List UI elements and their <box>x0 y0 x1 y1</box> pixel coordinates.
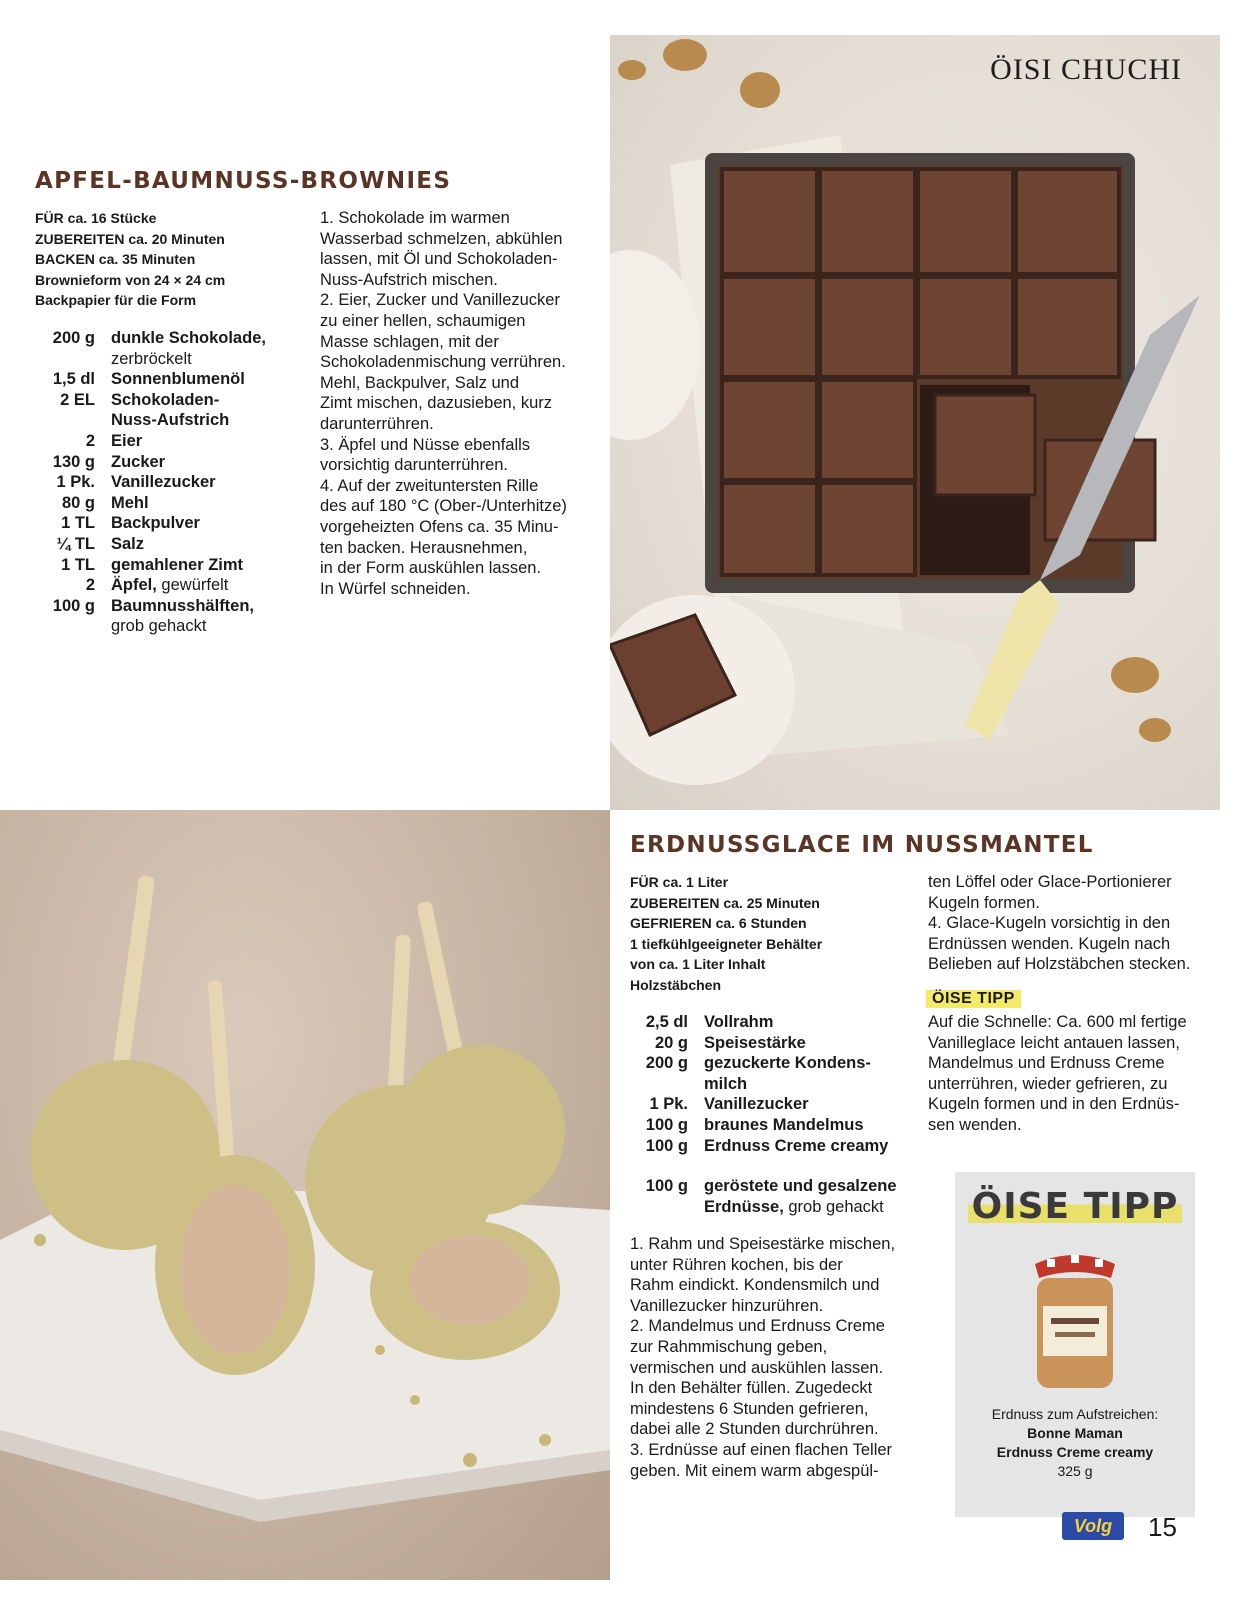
brownie-meta <box>35 208 225 311</box>
tipp-text: Auf die Schnelle: Ca. 600 ml fertige Vanilleglace leicht antauen lassen, Mandelmus und Erdnuss Creme unterrühren, wieder gefrieren, zu Kugeln formen und in den Erdnüs- sen wenden. <box>928 1013 1187 1134</box>
glace-illustration <box>0 810 610 1580</box>
glace-ingredients <box>640 1012 897 1217</box>
ingredient-row: 100 g Erdnuss Creme creamy <box>645 1136 889 1155</box>
ingredient-row: 1,5 dl Sonnenblumenöl <box>52 370 245 389</box>
ingredient-row: 200 g dunkle Schokolade, <box>52 329 266 347</box>
glace-photo <box>0 810 610 1580</box>
ingredient-row: zerbröckelt <box>111 349 192 368</box>
meta-line: von ca. 1 Liter Inhalt <box>630 956 766 973</box>
ingredient-row: 1 Pk. Vanillezucker <box>56 473 216 492</box>
ingredient-row: 100 g geröstete und gesalzene <box>645 1177 897 1196</box>
product-tipp-heading: ÖISE TIPP <box>955 1186 1195 1227</box>
ingredient-row: 200 g gezuckerte Kondens- <box>645 1054 871 1073</box>
meta-line: Backpapier für die Form <box>35 292 197 309</box>
jar-icon <box>1027 1244 1123 1394</box>
ingredient-row: 2 EL Schokoladen- <box>60 390 220 409</box>
tipp-label: ÖISE TIPP <box>926 990 1021 1008</box>
ingredient-spacer <box>640 1156 897 1176</box>
ingredient-row: 1 TL gemahlener Zimt <box>61 555 244 574</box>
product-text: Erdnuss zum Aufstreichen: Bonne Maman Erdnuss Creme creamy 325 g <box>991 1406 1159 1479</box>
glace-steps-right: ten Löffel oder Glace-Portionierer Kugeln formen. 4. Glace-Kugeln vorsichtig in den Erdnüssen wenden. Kugeln nach Belieben auf Holzstäbchen stecken. <box>928 873 1191 974</box>
brownie-steps: 1. Schokolade im warmen Wasserbad schmelzen, abkühlen lassen, mit Öl und Schokoladen- Nuss-Aufstrich mischen. 2. Eier, Zucker und Vanillezucker zu einer hellen, schaumigen Masse schlagen, mit der Schokoladenmischung verrühren. Mehl, Backpulver, Salz und Zimt mischen, dazusieben, kurz darunterrühren. 3. Äpfel und Nüsse ebenfalls vorsichtig darunterrühren. 4. Auf der zweituntersten Rille des auf 180 °C (Ober-/Unterhitze) vorgeheizten Ofens ca. 35 Minu- ten backen. Herausnehmen, in der Form auskühlen lassen. In Würfel schneiden. <box>320 209 567 598</box>
meta-line: BACKEN ca. 35 Minuten <box>35 251 196 268</box>
meta-line: Brownieform von 24 × 24 cm <box>35 271 226 288</box>
meta-line: FÜR ca. 16 Stücke <box>35 210 157 226</box>
glace-recipe-title: ERDNUSSGLACE IM NUSSMANTEL <box>630 832 1094 858</box>
meta-line: FÜR ca. 1 Liter <box>630 874 729 890</box>
ingredient-row: 2 Äpfel, gewürfelt <box>85 576 229 595</box>
glace-meta <box>630 872 822 996</box>
glace-steps-left: 1. Rahm und Speisestärke mischen, unter Rühren kochen, bis der Rahm eindickt. Kondensmilch und Vanillezucker hinzurühren. 2. Mandelmus und Erdnuss Creme zur Rahmmischung geben, vermischen und auskühlen lassen. In den Behälter füllen. Zugedeckt mindestens 6 Stunden gefrieren, dabei alle 2 Stunden durchrühren. 3. Erdnüsse auf einen flachen Teller geben. Mit einem warm abgespül- <box>630 1235 896 1480</box>
ingredient-row: 20 g Speisestärke <box>654 1033 806 1052</box>
page-number: 15 <box>1148 1512 1177 1542</box>
magazine-section-title: ÖISI CHUCHI <box>990 53 1182 86</box>
ingredient-row: 100 g Baumnusshälften, <box>52 596 255 615</box>
ingredient-row: 80 g Mehl <box>61 493 149 512</box>
ingredient-row: milch <box>704 1074 748 1093</box>
meta-line: 1 tiefkühlgeeigneter Behälter <box>630 935 823 952</box>
ingredient-row: Erdnüsse, grob gehackt <box>704 1197 884 1216</box>
ingredient-row: 2,5 dl Vollrahm <box>645 1013 774 1031</box>
meta-line: Holzstäbchen <box>630 976 722 993</box>
ingredient-row: 1 Pk. Vanillezucker <box>649 1095 809 1114</box>
brownie-recipe-title: APFEL-BAUMNUSS-BROWNIES <box>35 168 452 194</box>
ingredient-row: 100 g braunes Mandelmus <box>645 1115 864 1134</box>
volg-logo: Volg <box>1062 1512 1124 1540</box>
ingredient-row: 1 TL Backpulver <box>61 514 200 533</box>
brownie-photo <box>610 35 1220 810</box>
brownie-ingredients <box>35 328 266 637</box>
meta-line: ZUBEREITEN ca. 25 Minuten <box>630 894 820 911</box>
ingredient-row: 2 Eier <box>85 431 143 450</box>
product-card <box>955 1172 1195 1517</box>
ingredient-row: grob gehackt <box>111 617 207 636</box>
brownie-illustration <box>610 35 1220 810</box>
ingredient-row: Nuss-Aufstrich <box>111 411 230 430</box>
meta-line: ZUBEREITEN ca. 20 Minuten <box>35 230 225 247</box>
meta-line: GEFRIEREN ca. 6 Stunden <box>630 915 807 932</box>
ingredient-row: ¼ TL Salz <box>56 534 145 553</box>
ingredient-row: 130 g Zucker <box>52 452 166 471</box>
